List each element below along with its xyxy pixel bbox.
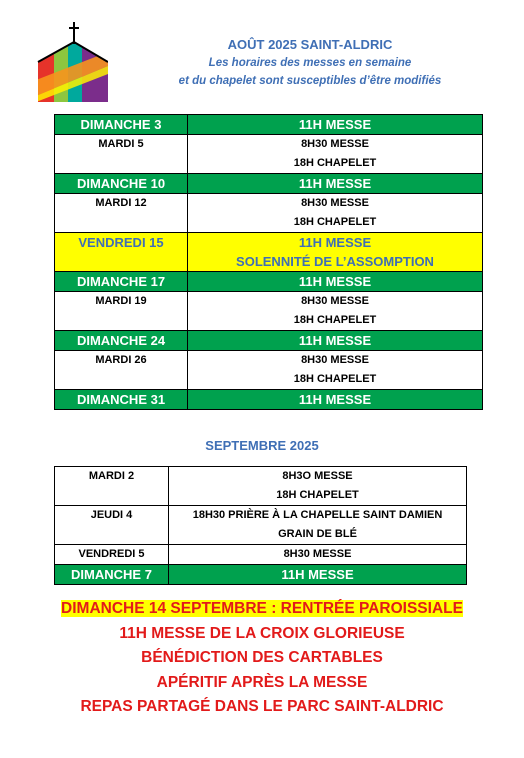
event-text: 18H CHAPELET [293, 216, 377, 228]
day-cell: JEUDI 4 [55, 506, 169, 545]
event-text: 18H CHAPELET [276, 489, 359, 501]
schedule-row [55, 506, 467, 545]
event-text: 11H MESSE [298, 333, 372, 348]
event-text: GRAIN DE BLÉ [278, 528, 357, 540]
day-cell: VENDREDI 5 [55, 545, 169, 565]
day-cell: VENDREDI 15 [55, 233, 188, 272]
schedule-row [55, 545, 467, 565]
announcement-line: APÉRITIF APRÈS LA MESSE [156, 673, 368, 691]
schedule-row [55, 135, 483, 174]
event-text: 8H30 MESSE [301, 354, 369, 366]
events-cell [169, 565, 467, 585]
events-cell [188, 194, 483, 233]
events-cell [188, 390, 483, 410]
events-cell [169, 467, 467, 506]
schedule-row [55, 351, 483, 390]
schedule-row [55, 115, 483, 135]
event-text: 18H30 PRIÈRE À LA CHAPELLE SAINT DAMIEN [192, 509, 443, 521]
event-text: 8H30 MESSE [301, 138, 369, 150]
events-cell [188, 272, 483, 292]
events-cell [188, 174, 483, 194]
events-cell [188, 331, 483, 351]
announcement-line: DIMANCHE 14 SEPTEMBRE : RENTRÉE PAROISSIALE [61, 600, 463, 617]
event-text: 18H CHAPELET [293, 373, 377, 385]
schedule-row [55, 565, 467, 585]
notice-line-1: Les horaires des messes en semaine [208, 57, 412, 69]
day-cell: MARDI 26 [55, 351, 188, 390]
announcement-line: 11H MESSE DE LA CROIX GLORIEUSE [119, 624, 405, 642]
august-schedule-table [54, 114, 483, 410]
notice-line-2: et du chapelet sont susceptibles d’être modifiés [178, 75, 442, 87]
schedule-row [55, 272, 483, 292]
event-text: 11H MESSE [298, 392, 372, 407]
schedule-row [55, 467, 467, 506]
schedule-row [55, 233, 483, 272]
event-text: 11H MESSE [298, 176, 372, 191]
church-cross-icon [36, 22, 108, 102]
schedule-row [55, 331, 483, 351]
schedule-row [55, 174, 483, 194]
announcement-line: BÉNÉDICTION DES CARTABLES [141, 649, 383, 666]
page-header [120, 36, 500, 90]
day-cell: DIMANCHE 31 [55, 390, 188, 410]
day-cell: MARDI 19 [55, 292, 188, 331]
day-cell: DIMANCHE 24 [55, 331, 188, 351]
schedule-row [55, 194, 483, 233]
day-cell: DIMANCHE 3 [55, 115, 188, 135]
event-text: 8H30 MESSE [301, 295, 369, 307]
day-cell: DIMANCHE 7 [55, 565, 169, 585]
events-cell [188, 233, 483, 272]
day-cell: MARDI 5 [55, 135, 188, 174]
day-cell: MARDI 12 [55, 194, 188, 233]
announcement-line: REPAS PARTAGÉ DANS LE PARC SAINT-ALDRIC [80, 698, 444, 715]
schedule-row [55, 390, 483, 410]
event-text: SOLENNITÉ DE L’ASSOMPTION [236, 254, 434, 269]
page-title: AOÛT 2025 SAINT-ALDRIC [227, 37, 393, 52]
september-schedule-table [54, 466, 467, 585]
event-text: 18H CHAPELET [293, 314, 377, 326]
event-text: 8H3O MESSE [282, 470, 353, 482]
september-title: SEPTEMBRE 2025 [205, 438, 319, 453]
event-text: 11H MESSE [298, 235, 372, 250]
events-cell [188, 351, 483, 390]
event-text: 18H CHAPELET [293, 157, 377, 169]
event-text: 11H MESSE [281, 567, 354, 582]
day-cell: DIMANCHE 10 [55, 174, 188, 194]
events-cell [188, 292, 483, 331]
event-text: 8H30 MESSE [301, 197, 369, 209]
events-cell [188, 115, 483, 135]
day-cell: DIMANCHE 17 [55, 272, 188, 292]
schedule-row [55, 292, 483, 331]
event-text: 11H MESSE [298, 274, 372, 289]
events-cell [169, 545, 467, 565]
events-cell [188, 135, 483, 174]
day-cell: MARDI 2 [55, 467, 169, 506]
event-text: 11H MESSE [298, 117, 372, 132]
announcement [0, 597, 524, 720]
events-cell [169, 506, 467, 545]
event-text: 8H30 MESSE [283, 548, 352, 560]
